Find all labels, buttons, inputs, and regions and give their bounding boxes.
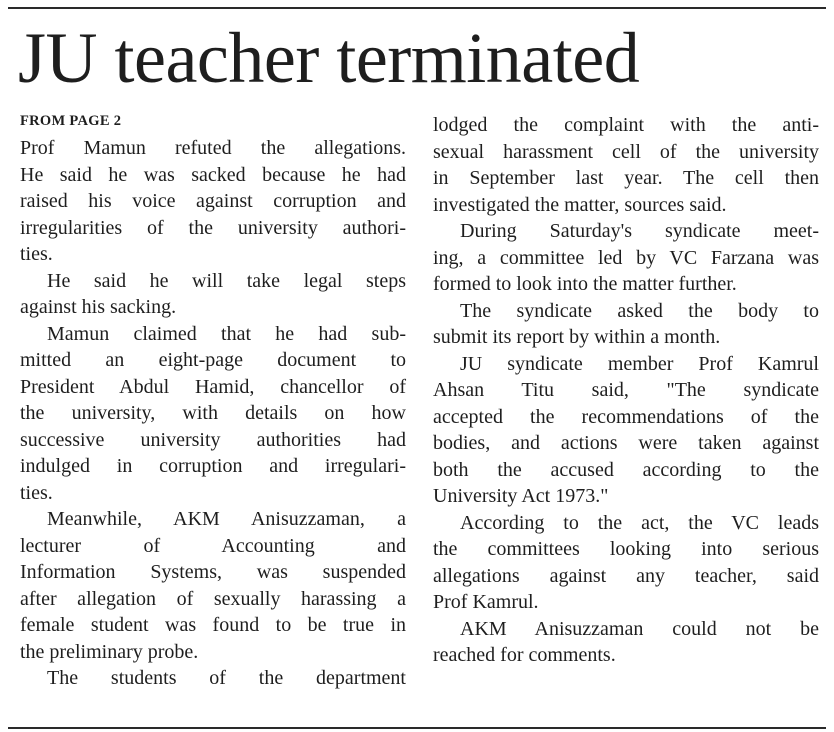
article-line: after allegation of sexually harassing a — [20, 587, 406, 610]
article-line: against his sacking. — [20, 296, 177, 318]
article-line: The students of the department — [47, 667, 406, 689]
article-line: the preliminary probe. — [20, 640, 199, 663]
article-line: According to the act, the VC leads — [460, 511, 819, 534]
article-line: submit its report by within a month. — [433, 326, 721, 348]
article-line: Prof Mamun refuted the allegations. — [20, 137, 406, 159]
article-line: sexual harassment cell of the university — [433, 140, 819, 163]
top-rule — [8, 7, 826, 9]
article-line: Meanwhile, AKM Anisuzzaman, a — [47, 508, 406, 530]
article-line: lodged the complaint with the anti- — [433, 114, 819, 136]
article-line: mitted an eight-page document to — [20, 349, 406, 371]
article-line: investigated the matter, sources said. — [433, 193, 727, 216]
article-line: lecturer of Accounting and — [20, 534, 406, 557]
article-line: accepted the recommendations of the — [433, 405, 819, 428]
article-line: indulged in corruption and irregulari- — [20, 455, 406, 477]
article-line: The syndicate asked the body to — [460, 299, 819, 322]
kicker-from-page: FROM PAGE 2 — [20, 113, 122, 129]
article-line: raised his voice against corruption and — [20, 190, 406, 212]
article-line: Mamun claimed that he had sub- — [47, 322, 406, 345]
article-line: President Abdul Hamid, chancellor of — [20, 375, 406, 398]
article-line: ties. — [20, 481, 53, 504]
article-line: bodies, and actions were taken against — [433, 432, 819, 454]
article-line: in September last year. The cell then — [433, 167, 819, 189]
article-line: both the accused according to the — [433, 458, 819, 481]
article-line: During Saturday's syndicate meet- — [460, 220, 819, 242]
article-line: Information Systems, was suspended — [20, 561, 406, 583]
article-line: female student was found to be true in — [20, 614, 406, 636]
article-line: JU syndicate member Prof Kamrul — [460, 352, 819, 375]
article-line: ties. — [20, 243, 53, 265]
article-column-left — [20, 135, 406, 692]
article-line: ing, a committee led by VC Farzana was — [433, 246, 819, 269]
article-line: irregularities of the university authori- — [20, 216, 406, 239]
article-line: allegations against any teacher, said — [433, 564, 819, 587]
bottom-rule — [8, 727, 826, 729]
article-line: AKM Anisuzzaman could not be — [460, 617, 819, 640]
article-line: He said he was sacked because he had — [20, 163, 406, 186]
article-column-right — [433, 112, 819, 669]
article-line: He said he will take legal steps — [47, 269, 406, 292]
article-line: Prof Kamrul. — [433, 591, 539, 613]
headline: JU teacher terminated — [18, 18, 640, 98]
article-line: University Act 1973." — [433, 485, 609, 507]
article-line: reached for comments. — [433, 644, 616, 666]
article-line: the university, with details on how — [20, 402, 406, 424]
article-line: Ahsan Titu said, "The syndicate — [433, 379, 819, 401]
article-line: successive university authorities had — [20, 428, 406, 451]
article-line: formed to look into the matter further. — [433, 273, 737, 295]
article-line: the committees looking into serious — [433, 538, 819, 560]
